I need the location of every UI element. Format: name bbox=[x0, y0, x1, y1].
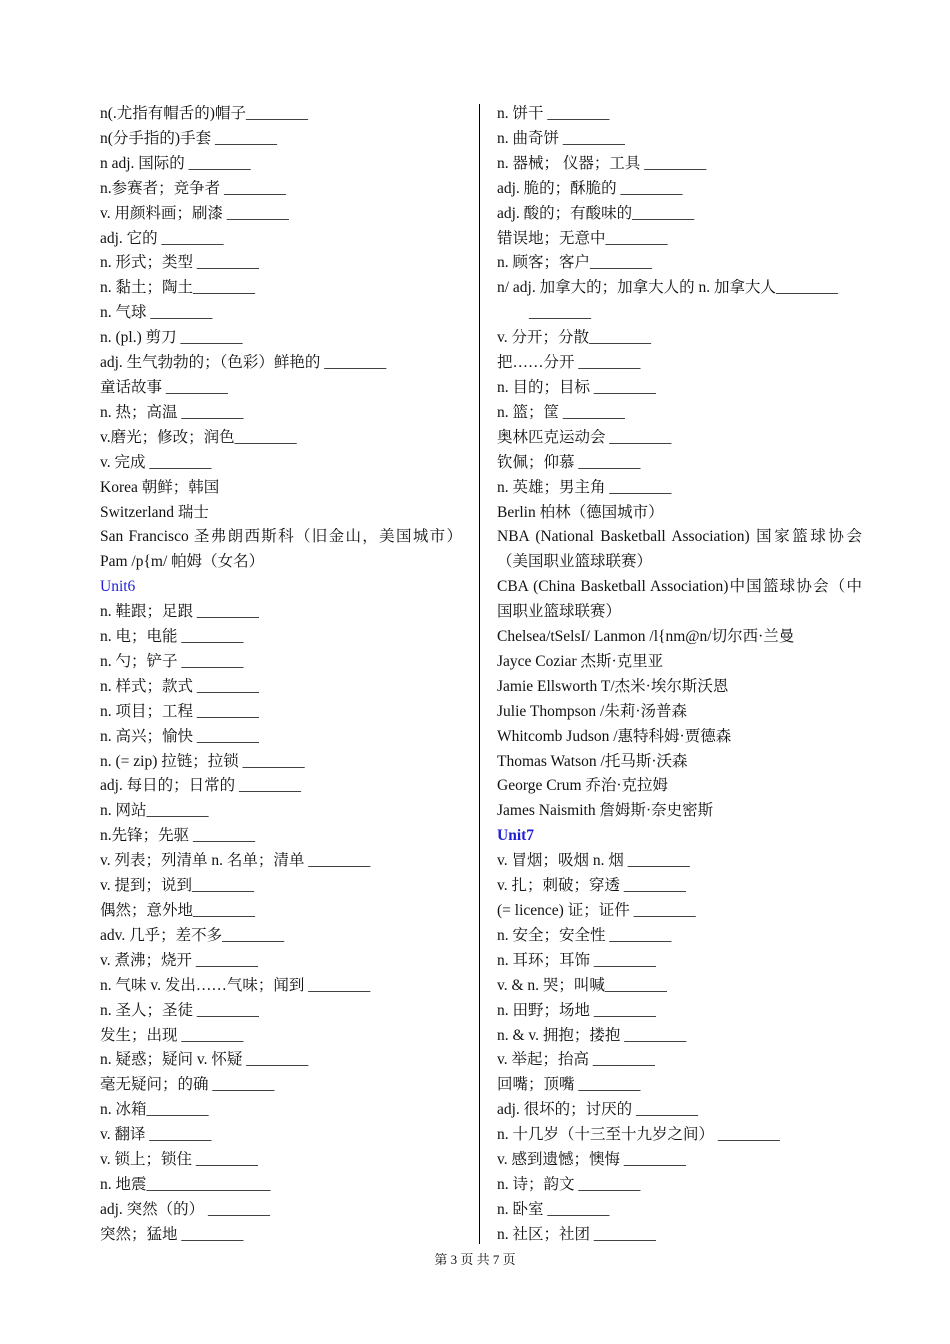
vocab-line: adv. 几乎；差不多________ bbox=[100, 926, 285, 944]
vocab-line: v. 锁上；锁住 ________ bbox=[100, 1151, 258, 1169]
vocab-line: CBA (China Basketball Association)中国篮球协会（中国职业篮球联赛） bbox=[497, 578, 862, 621]
vocab-line: Korea 朝鲜；韩国 bbox=[100, 478, 220, 496]
vocab-line: n adj. 国际的 ________ bbox=[100, 154, 251, 172]
vocab-line: v. 煮沸；烧开 ________ bbox=[100, 951, 258, 969]
unit-heading: Unit6 bbox=[100, 578, 136, 596]
vocab-line: v. 举起；抬高 ________ bbox=[497, 1051, 655, 1069]
vocab-line: v. 列表；列清单 n. 名单；清单 ________ bbox=[100, 852, 371, 870]
vocab-line: v. & n. 哭；叫喊________ bbox=[497, 976, 667, 994]
vocab-line: James Naismith 詹姆斯·奈史密斯 bbox=[497, 802, 714, 820]
vocab-line: Thomas Watson /托马斯·沃森 bbox=[497, 752, 688, 770]
vocab-line: n. & v. 拥抱；搂抱 ________ bbox=[497, 1026, 687, 1044]
vocab-line: n. 项目；工程 ________ bbox=[100, 702, 259, 720]
vocab-line: v. 分开；分散________ bbox=[497, 329, 651, 347]
vocab-line: v. 提到；说到________ bbox=[100, 877, 254, 895]
vocab-line: n. 顾客；客户________ bbox=[497, 254, 653, 272]
vocab-line: n. 气味 v. 发出……气味；闻到 ________ bbox=[100, 976, 371, 994]
vocab-line: n. 黏土；陶土________ bbox=[100, 279, 256, 297]
vocab-line: v. 扎；刺破；穿透 ________ bbox=[497, 877, 686, 895]
vocab-line: n. 圣人；圣徒 ________ bbox=[100, 1001, 259, 1019]
vocab-line: n. 诗；韵文 ________ bbox=[497, 1175, 641, 1193]
vocab-line: adj. 酸的；有酸味的________ bbox=[497, 204, 695, 222]
vocab-line: v. 翻译 ________ bbox=[100, 1126, 212, 1144]
vocab-line: (= licence) 证；证件 ________ bbox=[497, 902, 696, 919]
vocab-line: Jayce Coziar 杰斯·克里亚 bbox=[497, 652, 664, 670]
vocab-line: Jamie Ellsworth T/杰米·埃尔斯沃恩 bbox=[497, 677, 729, 695]
vocab-line: Chelsea/tSelsI/ Lanmon /l{nm@n/切尔西·兰曼 bbox=[497, 628, 795, 646]
vocab-line: v. 感到遗憾；懊悔 ________ bbox=[497, 1151, 686, 1169]
vocab-line: n. 气球 ________ bbox=[100, 304, 213, 322]
vocab-line: 毫无疑问；的确 ________ bbox=[100, 1076, 275, 1094]
column-divider bbox=[479, 104, 480, 1244]
vocab-line: n. 高兴；愉快 ________ bbox=[100, 727, 259, 745]
vocab-line: 错误地；无意中________ bbox=[497, 229, 668, 247]
vocab-line: n. 田野；场地 ________ bbox=[497, 1001, 656, 1019]
vocab-line: adj. 脆的；酥脆的 ________ bbox=[497, 179, 683, 197]
vocab-line: Berlin 柏林（德国城市） bbox=[497, 503, 664, 521]
vocab-line: n. 冰箱________ bbox=[100, 1101, 209, 1119]
vocab-line: San Francisco 圣弗朗西斯科（旧金山，美国城市）Pam /p{m/ 帕姆（女名） bbox=[100, 528, 462, 571]
vocab-line: n. 曲奇饼 ________ bbox=[497, 129, 625, 147]
vocab-line: 突然；猛地 ________ bbox=[100, 1225, 244, 1243]
right-column bbox=[497, 102, 862, 1248]
vocab-line: 偶然；意外地________ bbox=[100, 902, 256, 919]
vocab-line: Julie Thompson /朱莉·汤普森 bbox=[497, 702, 688, 720]
vocab-line: adj. 很坏的；讨厌的 ________ bbox=[497, 1101, 699, 1119]
vocab-line: n/ adj. 加拿大的；加拿大人的 n. 加拿大人________ bbox=[497, 279, 838, 297]
vocab-line: n. (pl.) 剪刀 ________ bbox=[100, 329, 243, 347]
vocab-line: n. 社区；社团 ________ bbox=[497, 1225, 656, 1243]
vocab-line: 把……分开 ________ bbox=[497, 354, 641, 372]
vocab-line: n. 安全；安全性 ________ bbox=[497, 926, 672, 944]
vocab-line: n(分手指的)手套 ________ bbox=[100, 129, 277, 147]
vocab-line: n. (= zip) 拉链；拉锁 ________ bbox=[100, 752, 305, 770]
vocab-line: 钦佩；仰慕 ________ bbox=[497, 453, 641, 471]
vocab-line: adj. 突然（的） ________ bbox=[100, 1200, 271, 1218]
vocab-line: n. 英雄；男主角 ________ bbox=[497, 478, 672, 496]
vocab-line: NBA (National Basketball Association) 国家篮球协会（美国职业篮球联赛） bbox=[497, 528, 862, 571]
vocab-line: v.磨光；修改；润色________ bbox=[100, 428, 297, 446]
vocab-line: n. 热；高温 ________ bbox=[100, 403, 244, 421]
vocab-line: ________ bbox=[529, 304, 591, 322]
vocab-line: v. 冒烟；吸烟 n. 烟 ________ bbox=[497, 852, 690, 870]
vocab-line: v. 用颜料画；刷漆 ________ bbox=[100, 204, 289, 222]
vocab-line: n. 目的；目标 ________ bbox=[497, 378, 656, 396]
vocab-line: George Crum 乔治·克拉姆 bbox=[497, 777, 669, 795]
vocab-line: n. 篮；筐 ________ bbox=[497, 403, 625, 421]
vocab-line: n. 饼干 ________ bbox=[497, 105, 610, 122]
vocab-line: n. 耳环；耳饰 ________ bbox=[497, 951, 656, 969]
vocab-line: n. 十几岁（十三至十九岁之间） ________ bbox=[497, 1126, 780, 1144]
vocab-line: Switzerland 瑞士 bbox=[100, 503, 209, 521]
left-column bbox=[100, 102, 462, 1248]
vocab-line: adj. 生气勃勃的；（色彩）鲜艳的 ________ bbox=[100, 354, 387, 372]
vocab-line: n. 网站________ bbox=[100, 802, 209, 820]
vocab-line: 奥林匹克运动会 ________ bbox=[497, 428, 672, 446]
vocab-line: 回嘴；顶嘴 ________ bbox=[497, 1076, 641, 1094]
unit-heading: Unit7 bbox=[497, 827, 535, 845]
page-footer: 第 3 页 共 7 页 bbox=[434, 1252, 516, 1267]
vocab-line: n. 样式；款式 ________ bbox=[100, 677, 259, 695]
vocab-line: n. 鞋跟；足跟 ________ bbox=[100, 603, 259, 621]
vocab-line: adj. 它的 ________ bbox=[100, 229, 224, 247]
vocab-line: n. 勺；铲子 ________ bbox=[100, 652, 244, 670]
vocab-line: 童话故事 ________ bbox=[100, 378, 228, 396]
vocab-line: n.参赛者；竞争者 ________ bbox=[100, 179, 287, 197]
vocab-line: n. 器械； 仪器；工具 ________ bbox=[497, 154, 707, 172]
vocab-line: n. 地震________________ bbox=[100, 1175, 271, 1193]
vocab-line: v. 完成 ________ bbox=[100, 453, 212, 471]
vocab-line: n(.尤指有帽舌的)帽子________ bbox=[100, 105, 308, 122]
vocab-line: n.先锋；先驱 ________ bbox=[100, 827, 256, 845]
vocab-line: n. 疑惑；疑问 v. 怀疑 ________ bbox=[100, 1051, 309, 1069]
vocab-line: adj. 每日的；日常的 ________ bbox=[100, 777, 302, 795]
vocab-line: 发生；出现 ________ bbox=[100, 1026, 244, 1044]
vocab-line: n. 电；电能 ________ bbox=[100, 628, 244, 646]
vocab-line: Whitcomb Judson /惠特科姆·贾德森 bbox=[497, 727, 732, 745]
vocab-line: n. 形式；类型 ________ bbox=[100, 254, 259, 272]
vocab-line: n. 卧室 ________ bbox=[497, 1200, 610, 1218]
